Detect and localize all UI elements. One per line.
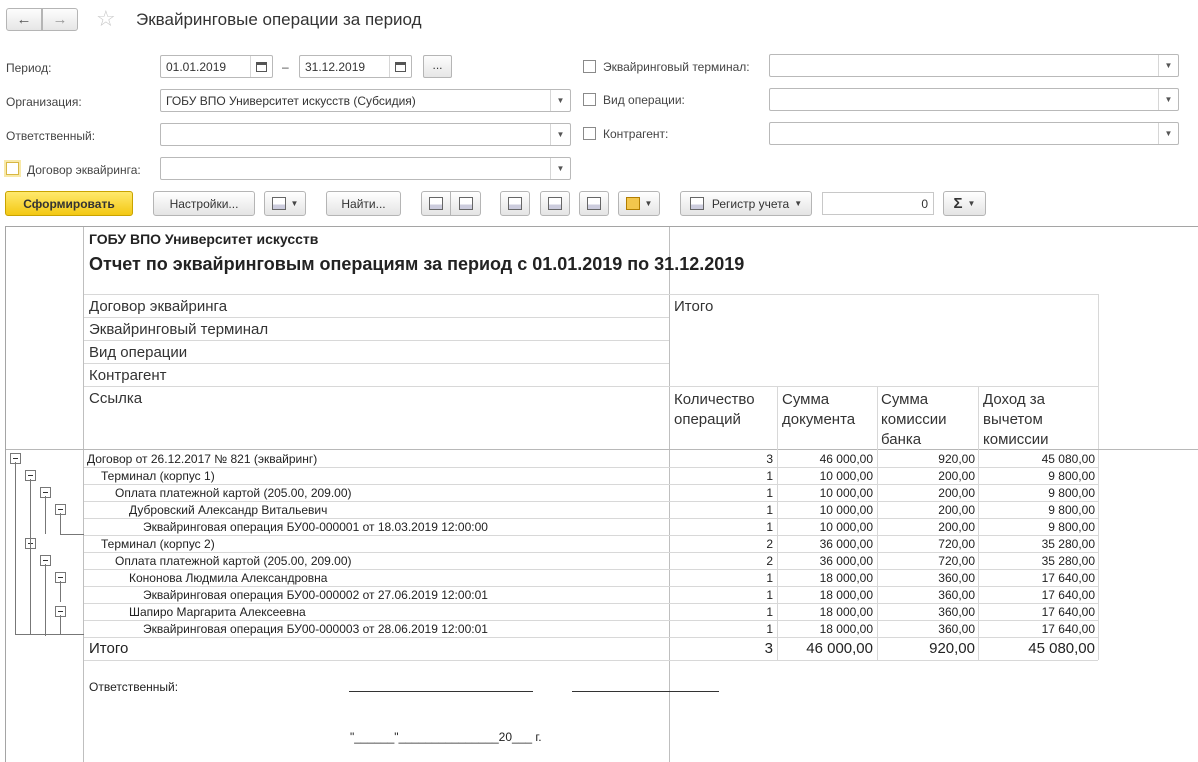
row-commission: 720,00 (938, 554, 975, 568)
row-net: 9 800,00 (1048, 503, 1095, 517)
email-icon (626, 197, 640, 210)
back-button[interactable] (6, 8, 42, 31)
row-net: 45 080,00 (1041, 452, 1095, 466)
row-net: 17 640,00 (1041, 622, 1095, 636)
row-count: 1 (766, 486, 773, 500)
email-button[interactable] (618, 191, 660, 216)
counterparty-label: Контрагент: (603, 127, 669, 141)
row-commission: 200,00 (938, 469, 975, 483)
terminal-field[interactable] (769, 54, 1179, 77)
row-label: Эквайринговая операция БУ00-000003 от 28.06.2019 12:00:01 (143, 622, 488, 636)
row-sum: 18 000,00 (819, 622, 873, 636)
period-label: Период: (6, 61, 52, 75)
total-row-sum: 46 000,00 (806, 640, 873, 657)
chevron-down-icon[interactable]: ▼ (1158, 55, 1178, 76)
operation-type-checkbox[interactable] (583, 93, 596, 106)
row-commission: 920,00 (938, 452, 975, 466)
register-icon (690, 197, 704, 210)
period-from-field[interactable] (160, 55, 273, 78)
settings-button[interactable]: Настройки... (153, 191, 255, 216)
column-header-net: Доход за вычетом комиссии (983, 391, 1049, 448)
row-sum: 36 000,00 (819, 554, 873, 568)
date-line: "______"_______________20___ г. (350, 730, 542, 744)
total-row-commission: 920,00 (929, 640, 975, 657)
tree-connector (60, 634, 84, 635)
organization-value: ГОБУ ВПО Университет искусств (Субсидия) (166, 94, 416, 108)
column-header-count: Количество операций (674, 391, 755, 428)
row-sum: 18 000,00 (819, 588, 873, 602)
preview-button[interactable] (540, 191, 570, 216)
calendar-icon[interactable] (389, 56, 411, 77)
row-net: 17 640,00 (1041, 588, 1095, 602)
total-row-count: 3 (764, 640, 773, 657)
variants-button[interactable] (264, 191, 306, 216)
table-row[interactable] (0, 535, 1198, 552)
contract-label: Договор эквайринга: (27, 163, 141, 177)
row-count: 1 (766, 520, 773, 534)
row-sum: 46 000,00 (819, 452, 873, 466)
terminal-label: Эквайринговый терминал: (603, 60, 750, 74)
chevron-down-icon[interactable]: ▼ (1158, 123, 1178, 144)
row-count: 2 (766, 554, 773, 568)
table-row[interactable] (0, 518, 1198, 535)
row-commission: 720,00 (938, 537, 975, 551)
signature-label: Ответственный: (89, 680, 179, 694)
row-net: 9 800,00 (1048, 486, 1095, 500)
period-to-value: 31.12.2019 (305, 60, 366, 74)
responsible-field[interactable] (160, 123, 571, 146)
register-button[interactable] (680, 191, 812, 216)
save-icon (587, 197, 601, 210)
table-row[interactable] (0, 501, 1198, 518)
variants-icon (272, 197, 286, 210)
row-commission: 360,00 (938, 588, 975, 602)
sum-button[interactable] (943, 191, 986, 216)
counterparty-field[interactable] (769, 122, 1179, 145)
chevron-down-icon: ▼ (290, 199, 299, 208)
window-title: Эквайринговые операции за период (136, 10, 422, 29)
group-header-terminal: Эквайринговый терминал (89, 321, 269, 338)
column-header-doc-sum: Сумма документа (782, 391, 856, 428)
counterparty-checkbox[interactable] (583, 127, 596, 140)
row-net: 9 800,00 (1048, 520, 1095, 534)
row-net: 17 640,00 (1041, 605, 1095, 619)
arrow-right-icon: → (52, 11, 68, 28)
chevron-down-icon[interactable]: ▼ (550, 124, 570, 145)
row-sum: 10 000,00 (819, 469, 873, 483)
row-commission: 360,00 (938, 571, 975, 585)
row-sum: 10 000,00 (819, 520, 873, 534)
row-count: 1 (766, 588, 773, 602)
register-label: Регистр учета (711, 196, 790, 211)
row-label: Терминал (корпус 1) (101, 469, 215, 483)
table-row[interactable] (0, 603, 1198, 620)
total-header: Итого (674, 298, 714, 315)
collapse-groups-icon (429, 197, 443, 210)
tree-connector (30, 547, 31, 635)
table-row[interactable] (0, 586, 1198, 603)
tree-connector (60, 534, 84, 535)
column-header-commission: Сумма комиссии банка (881, 391, 947, 448)
row-net: 35 280,00 (1041, 537, 1095, 551)
organization-field[interactable] (160, 89, 571, 112)
report-organization: ГОБУ ВПО Университет искусств (89, 231, 319, 247)
row-label: Оплата платежной картой (205.00, 209.00) (115, 554, 352, 568)
row-commission: 200,00 (938, 503, 975, 517)
table-row[interactable] (0, 569, 1198, 586)
row-sum: 18 000,00 (819, 605, 873, 619)
contract-checkbox[interactable] (6, 162, 19, 175)
tree-connector (60, 581, 61, 602)
chevron-down-icon: ▼ (967, 199, 976, 208)
row-count: 1 (766, 622, 773, 636)
print-icon (508, 197, 522, 210)
row-net: 17 640,00 (1041, 571, 1095, 585)
row-divider (84, 637, 1098, 638)
table-row[interactable] (0, 552, 1198, 569)
row-count: 2 (766, 537, 773, 551)
row-count: 1 (766, 605, 773, 619)
period-to-field[interactable] (299, 55, 412, 78)
table-row[interactable] (0, 484, 1198, 501)
row-count: 1 (766, 503, 773, 517)
row-net: 35 280,00 (1041, 554, 1095, 568)
row-commission: 200,00 (938, 520, 975, 534)
row-commission: 360,00 (938, 622, 975, 636)
row-label: Терминал (корпус 2) (101, 537, 215, 551)
tree-connector (15, 462, 16, 634)
expand-groups-icon (459, 197, 473, 210)
chevron-down-icon[interactable]: ▼ (1158, 89, 1178, 110)
tree-connector (60, 615, 61, 635)
row-sum: 18 000,00 (819, 571, 873, 585)
row-count: 3 (766, 452, 773, 466)
chevron-down-icon[interactable]: ▼ (550, 158, 570, 179)
row-label: Эквайринговая операция БУ00-000002 от 27.06.2019 12:00:01 (143, 588, 488, 602)
table-row[interactable] (0, 620, 1198, 637)
print-button[interactable] (500, 191, 530, 216)
row-sum: 10 000,00 (819, 486, 873, 500)
operation-type-label: Вид операции: (603, 93, 685, 107)
table-row[interactable] (0, 450, 1198, 467)
tree-connector (45, 564, 46, 636)
row-count: 1 (766, 571, 773, 585)
chevron-down-icon: ▼ (644, 199, 653, 208)
row-commission: 200,00 (938, 486, 975, 500)
period-from-value: 01.01.2019 (166, 60, 227, 74)
contract-field[interactable] (160, 157, 571, 180)
period-dash: – (282, 60, 289, 74)
row-count: 1 (766, 469, 773, 483)
save-button[interactable] (579, 191, 609, 216)
preview-icon (548, 197, 562, 210)
generate-button[interactable]: Сформировать (5, 191, 133, 216)
row-label: Кононова Людмила Александровна (129, 571, 328, 585)
row-label: Дубровский Александр Витальевич (129, 503, 328, 517)
row-label: Договор от 26.12.2017 № 821 (эквайринг) (87, 452, 318, 466)
table-row[interactable] (0, 467, 1198, 484)
tree-connector (60, 513, 61, 534)
row-sum: 10 000,00 (819, 503, 873, 517)
sum-icon: Σ (953, 195, 963, 212)
total-row-label: Итого (89, 640, 129, 657)
row-commission: 360,00 (938, 605, 975, 619)
organization-label: Организация: (6, 95, 82, 109)
arrow-left-icon: ← (16, 11, 32, 28)
report-title: Отчет по эквайринговым операциям за период с 01.01.2019 по 31.12.2019 (89, 254, 745, 274)
row-label: Эквайринговая операция БУ00-000001 от 18.03.2019 12:00:00 (143, 520, 488, 534)
forward-button[interactable] (42, 8, 78, 31)
total-row-net: 45 080,00 (1028, 640, 1095, 657)
period-select-button[interactable]: ... (423, 55, 452, 78)
row-label: Оплата платежной картой (205.00, 209.00) (115, 486, 352, 500)
calendar-icon[interactable] (250, 56, 272, 77)
chevron-down-icon: ▼ (794, 199, 803, 208)
expand-groups-button[interactable] (450, 191, 481, 216)
chevron-down-icon[interactable]: ▼ (550, 90, 570, 111)
group-header-counterparty: Контрагент (89, 367, 167, 384)
tree-connector (45, 496, 46, 534)
terminal-checkbox[interactable] (583, 60, 596, 73)
operation-type-field[interactable] (769, 88, 1179, 111)
selection-sum-field[interactable]: 0 (822, 192, 934, 215)
row-net: 9 800,00 (1048, 469, 1095, 483)
responsible-label: Ответственный: (6, 129, 96, 143)
group-header-operation-type: Вид операции (89, 344, 188, 361)
row-sum: 36 000,00 (819, 537, 873, 551)
collapse-groups-button[interactable] (421, 191, 451, 216)
group-header-contract: Договор эквайринга (89, 298, 228, 315)
favorite-star-icon[interactable]: ☆ (96, 6, 116, 31)
group-header-link: Ссылка (89, 390, 143, 407)
row-label: Шапиро Маргарита Алексеевна (129, 605, 306, 619)
find-button[interactable]: Найти... (326, 191, 401, 216)
